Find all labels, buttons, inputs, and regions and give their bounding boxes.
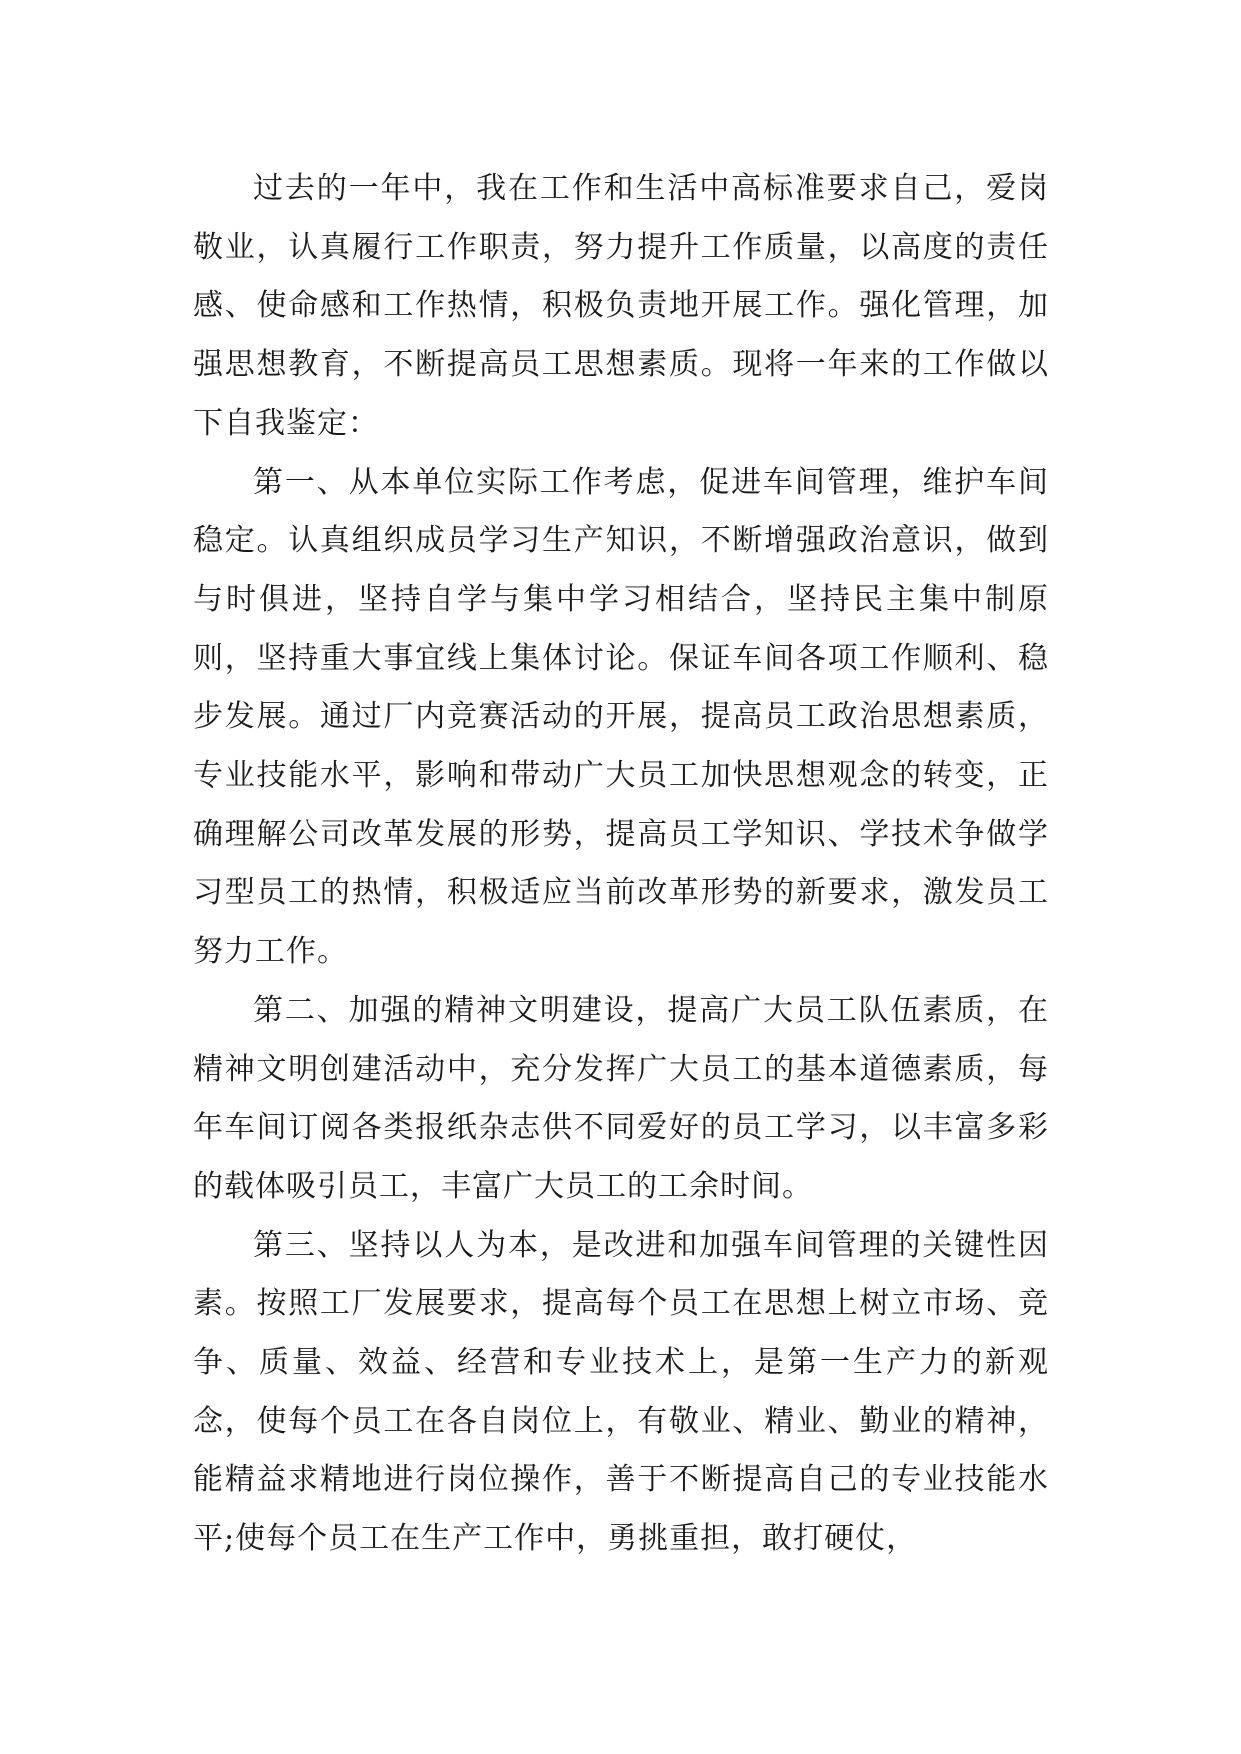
paragraph-second: 第二、加强的精神文明建设，提高广大员工队伍素质，在精神文明创建活动中，充分发挥广大员工的基本道德素质，每年车间订阅各类报纸杂志供不同爱好的员工学习，以丰富多彩的载体吸引员工，丰富广大员工的工余时间。 [193, 992, 1049, 1204]
paragraph-third: 第三、坚持以人为本，是改进和加强车间管理的关键性因素。按照工厂发展要求，提高每个员工在思想上树立市场、竞争、质量、效益、经营和专业技术上，是第一生产力的新观念，使每个员工在各自岗位上，有敬业、精业、勤业的精神，能精益求精地进行岗位操作，善于不断提高自己的专业技能水平;使每个员工在生产工作中，勇挑重担，敢打硬仗， [193, 1227, 1049, 1557]
paragraph-first: 第一、从本单位实际工作考虑，促进车间管理，维护车间稳定。认真组织成员学习生产知识，不断增强政治意识，做到与时俱进，坚持自学与集中学习相结合，坚持民主集中制原则，坚持重大事宜线上集体讨论。保证车间各项工作顺利、稳步发展。通过厂内竞赛活动的开展，提高员工政治思想素质，专业技能水平，影响和带动广大员工加快思想观念的转变，正确理解公司改革发展的形势，提高员工学知识、学技术争做学习型员工的热情，积极适应当前改革形势的新要求，激发员工努力工作。 [193, 464, 1049, 970]
document-body [193, 160, 1049, 1569]
paragraph-intro: 过去的一年中，我在工作和生活中高标准要求自己，爱岗敬业，认真履行工作职责，努力提升工作质量，以高度的责任感、使命感和工作热情，积极负责地开展工作。强化管理，加强思想教育，不断提高员工思想素质。现将一年来的工作做以下自我鉴定： [193, 171, 1049, 441]
